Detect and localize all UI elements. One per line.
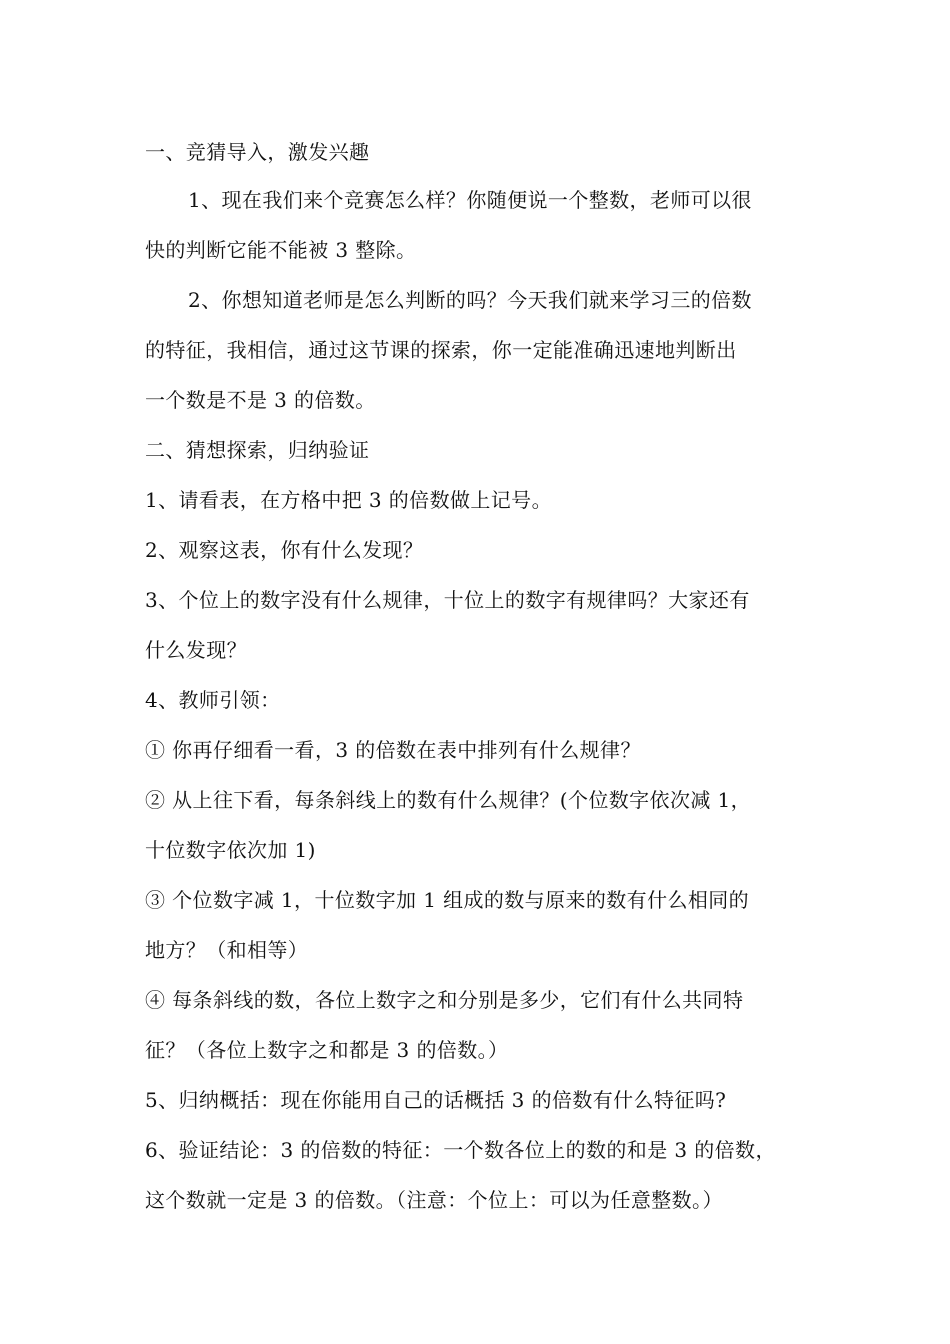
paragraph-line: 1、现在我们来个竞赛怎么样？你随便说一个整数，老师可以很 <box>188 188 752 212</box>
sub-item: ③ 个位数字减 1，十位数字加 1 组成的数与原来的数有什么相同的 <box>145 888 750 912</box>
sub-item: ② 从上往下看，每条斜线上的数有什么规律？(个位数字依次减 1， <box>145 788 752 812</box>
sub-item-continuation: 征？（各位上数字之和都是 3 的倍数。） <box>145 1038 509 1062</box>
sub-item-continuation: 地方？（和相等） <box>145 938 309 962</box>
paragraph-line: 2、你想知道老师是怎么判断的吗？今天我们就来学习三的倍数 <box>188 288 752 312</box>
list-item: 6、验证结论：3 的倍数的特征：一个数各位上的数的和是 3 的倍数， <box>145 1138 776 1162</box>
list-item: 5、归纳概括：现在你能用自己的话概括 3 的倍数有什么特征吗? <box>145 1088 727 1112</box>
paragraph-line: 的特征，我相信，通过这节课的探索，你一定能准确迅速地判断出 <box>145 338 737 362</box>
sub-item-continuation: 十位数字依次加 1) <box>145 838 316 862</box>
paragraph-line: 快的判断它能不能被 3 整除。 <box>145 238 417 262</box>
sub-item: ④ 每条斜线的数，各位上数字之和分别是多少，它们有什么共同特 <box>145 988 744 1012</box>
list-item: 1、请看表，在方格中把 3 的倍数做上记号。 <box>145 488 552 512</box>
list-item: 4、教师引领： <box>145 688 281 712</box>
paragraph-line: 一个数是不是 3 的倍数。 <box>145 388 376 412</box>
list-item-continuation: 什么发现？ <box>145 638 247 662</box>
list-item: 3、个位上的数字没有什么规律，十位上的数字有规律吗？大家还有 <box>145 588 750 612</box>
section-heading-2: 二、猜想探索，归纳验证 <box>145 438 370 462</box>
section-heading-1: 一、竞猜导入，激发兴趣 <box>145 140 370 164</box>
sub-item: ① 你再仔细看一看，3 的倍数在表中排列有什么规律？ <box>145 738 641 762</box>
list-item: 2、观察这表，你有什么发现？ <box>145 538 424 562</box>
list-item-continuation: 这个数就一定是 3 的倍数。（注意：个位上：可以为任意整数。） <box>145 1188 723 1212</box>
